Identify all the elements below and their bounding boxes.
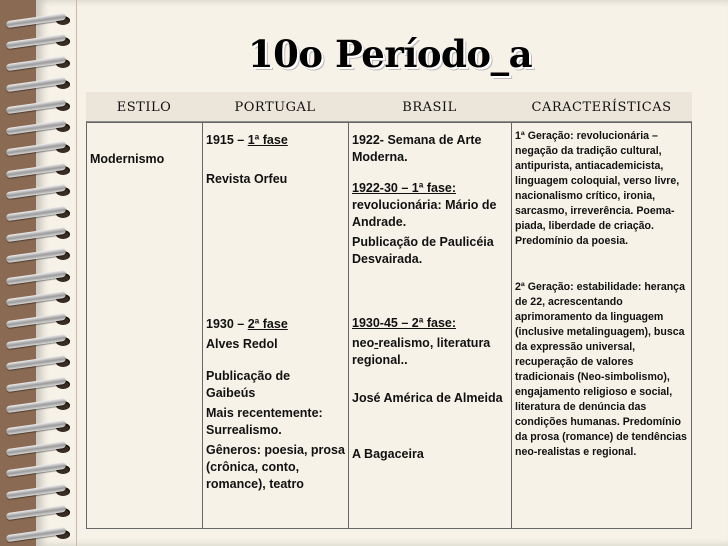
ring-wire <box>6 248 66 263</box>
ring-wire <box>6 312 66 327</box>
spiral-ring <box>6 463 74 476</box>
ring-wire <box>6 526 66 541</box>
spiral-ring <box>6 399 74 412</box>
ring-wire <box>6 355 66 370</box>
ring-wire <box>6 419 66 434</box>
spiral-ring <box>6 506 74 519</box>
ring-wire <box>6 484 66 499</box>
spiral-ring <box>6 207 74 220</box>
portugal-fase2-item: Mais recentemente: Surrealismo. <box>206 406 323 437</box>
spiral-binding <box>0 0 80 546</box>
ring-wire <box>6 205 66 220</box>
spiral-ring <box>6 142 74 155</box>
portugal-fase2-heading <box>206 316 346 333</box>
portugal-fase2-item: Publicação de Gaibeús <box>206 369 291 400</box>
ring-wire <box>6 270 66 285</box>
ring-wire <box>6 13 66 28</box>
header-portugal: PORTUGAL <box>234 99 316 115</box>
table-header-row <box>86 92 692 122</box>
brasil-semana: 1922- Semana de Arte Moderna. <box>352 133 482 164</box>
ring-wire <box>6 77 66 92</box>
literature-table <box>86 92 692 529</box>
spiral-ring <box>6 528 74 541</box>
spiral-ring <box>6 100 74 113</box>
ring-wire <box>6 505 66 520</box>
column-divider <box>511 122 512 529</box>
brasil-fase1 <box>352 180 508 231</box>
portugal-fase2-label: 2ª fase <box>247 317 288 331</box>
caracteristicas-geracao1: 1ª Geração: revolucionária – negação da tradição cultural, antipurista, antiacademicista, linguagem coloquial, verso livre, nacionalismo crítico, ironia, sarcasmo, irreverência. Poema-piada, liberdade de criação. Predomínio da poesia. <box>515 130 680 247</box>
spiral-ring <box>6 78 74 91</box>
portugal-fase2-item: Alves Redol <box>206 337 278 351</box>
ring-wire <box>6 291 66 306</box>
brasil-fase2-work: A Bagaceira <box>352 447 424 461</box>
header-caracteristicas: CARACTERÍSTICAS <box>531 99 672 115</box>
spiral-ring <box>6 228 74 241</box>
spiral-ring <box>6 378 74 391</box>
column-divider <box>348 122 349 529</box>
spiral-ring <box>6 421 74 434</box>
ring-wire <box>6 120 66 135</box>
portugal-fase1-item: Revista Orfeu <box>206 172 288 186</box>
ring-wire <box>6 462 66 477</box>
spiral-ring <box>6 121 74 134</box>
spiral-ring <box>6 185 74 198</box>
brasil-fase2-text: neo-realismo, literatura regional.. <box>352 336 491 367</box>
spiral-ring <box>6 249 74 262</box>
portugal-fase1-label: 1ª fase <box>247 133 288 147</box>
brasil-fase1-label: 1922-30 – 1ª fase: <box>352 181 457 195</box>
ring-wire <box>6 377 66 392</box>
caracteristicas-geracao2: 2ª Geração: estabilidade: herança de 22, acrescentando aprimoramento da linguagem (inclusive metalinguagem), busca da expressão universal, recuperação de valores tradicionais (Neo-simbolismo), engajamento religioso e social, literatura de denúncia das condições humanas. Predomínio da prosa (romance) de tendências neo-realistas e regional. <box>515 281 687 458</box>
header-brasil: BRASIL <box>402 99 457 115</box>
spiral-ring <box>6 14 74 27</box>
spiral-ring <box>6 164 74 177</box>
ring-wire <box>6 98 66 113</box>
spiral-ring <box>6 485 74 498</box>
spiral-ring <box>6 271 74 284</box>
ring-wire <box>6 441 66 456</box>
column-divider <box>202 122 203 529</box>
estilo-cell: Modernismo <box>90 152 165 166</box>
brasil-fase1-pub: Publicação de Paulicéia Desvairada. <box>352 235 494 266</box>
spiral-ring <box>6 442 74 455</box>
brasil-fase1-text: revolucionária: Mário de Andrade. <box>352 198 497 229</box>
brasil-fase2-author: José América de Almeida <box>352 391 503 405</box>
portugal-fase1-heading <box>206 132 346 149</box>
portugal-fase2-year: 1930 – <box>206 317 248 331</box>
portugal-fase2-item: Gêneros: poesia, prosa (crônica, conto, romance), teatro <box>206 443 345 491</box>
slide-title: 10o Período_a <box>247 32 533 76</box>
header-estilo: ESTILO <box>116 99 172 115</box>
ring-wire <box>6 334 66 349</box>
ring-wire <box>6 227 66 242</box>
brasil-fase2-label: 1930-45 – 2ª fase: <box>352 316 457 330</box>
ring-wire <box>6 398 66 413</box>
spiral-ring <box>6 335 74 348</box>
spiral-ring <box>6 314 74 327</box>
ring-wire <box>6 163 66 178</box>
ring-wire <box>6 184 66 199</box>
spiral-ring <box>6 292 74 305</box>
portugal-fase1-year: 1915 – <box>206 133 248 147</box>
ring-wire <box>6 141 66 156</box>
spiral-ring <box>6 356 74 369</box>
